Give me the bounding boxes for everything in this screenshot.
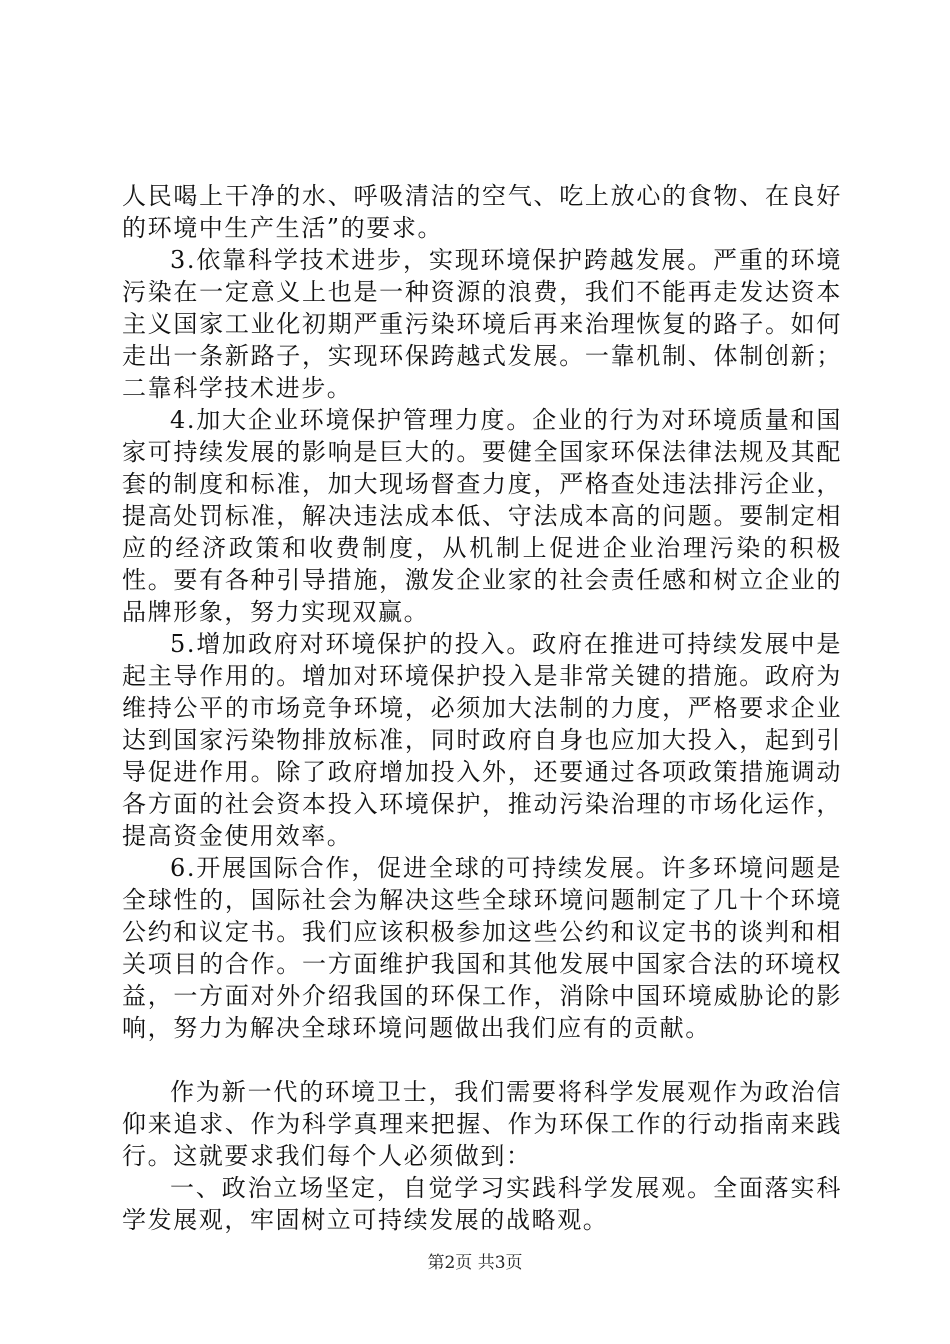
paragraph-intro: 作为新一代的环境卫士，我们需要将科学发展观作为政治信仰来追求、作为科学真理来把握、作为环保工作的行动指南来践行。这就要求我们每个人必须做到： <box>122 1078 842 1170</box>
paragraph-item-5: 5.增加政府对环境保护的投入。政府在推进可持续发展中是起主导作用的。增加对环境保护投入是非常关键的措施。政府为维持公平的市场竞争环境，必须加大法制的力度，严格要求企业达到国家污染物排放标准，同时政府自身也应加大投入，起到引导促进作用。除了政府增加投入外，还要通过各项政策措施调动各方面的社会资本投入环境保护，推动污染治理的市场化运作，提高资金使用效率。 <box>122 630 842 850</box>
page-number-footer: 第2页 共3页 <box>427 1253 523 1273</box>
document-body <box>122 180 842 1236</box>
paragraph-item-4: 4.加大企业环境保护管理力度。企业的行为对环境质量和国家可持续发展的影响是巨大的。要健全国家环保法律法规及其配套的制度和标准，加大现场督查力度，严格查处违法排污企业，提高处罚标准，解决违法成本低、守法成本高的问题。要制定相应的经济政策和收费制度，从机制上促进企业治理污染的积极性。要有各种引导措施，激发企业家的社会责任感和树立企业的品牌形象，努力实现双赢。 <box>122 406 842 626</box>
paragraph-point-1: 一、政治立场坚定，自觉学习实践科学发展观。全面落实科学发展观，牢固树立可持续发展的战略观。 <box>122 1174 842 1234</box>
paragraph-item-6: 6.开展国际合作，促进全球的可持续发展。许多环境问题是全球性的，国际社会为解决这些全球环境问题制定了几十个环境公约和议定书。我们应该积极参加这些公约和议定书的谈判和相关项目的合作。一方面维护我国和其他发展中国家合法的环境权益，一方面对外介绍我国的环保工作，消除中国环境威胁论的影响，努力为解决全球环境问题做出我们应有的贡献。 <box>122 854 842 1042</box>
paragraph-item-3: 3.依靠科学技术进步，实现环境保护跨越发展。严重的环境污染在一定意义上也是一种资源的浪费，我们不能再走发达资本主义国家工业化初期严重污染环境后再来治理恢复的路子。如何走出一条新路子，实现环保跨越式发展。一靠机制、体制创新；二靠科学技术进步。 <box>122 246 842 402</box>
paragraph-continuation: 人民喝上干净的水、呼吸清洁的空气、吃上放心的食物、在良好的环境中生产生活”的要求。 <box>122 182 842 242</box>
